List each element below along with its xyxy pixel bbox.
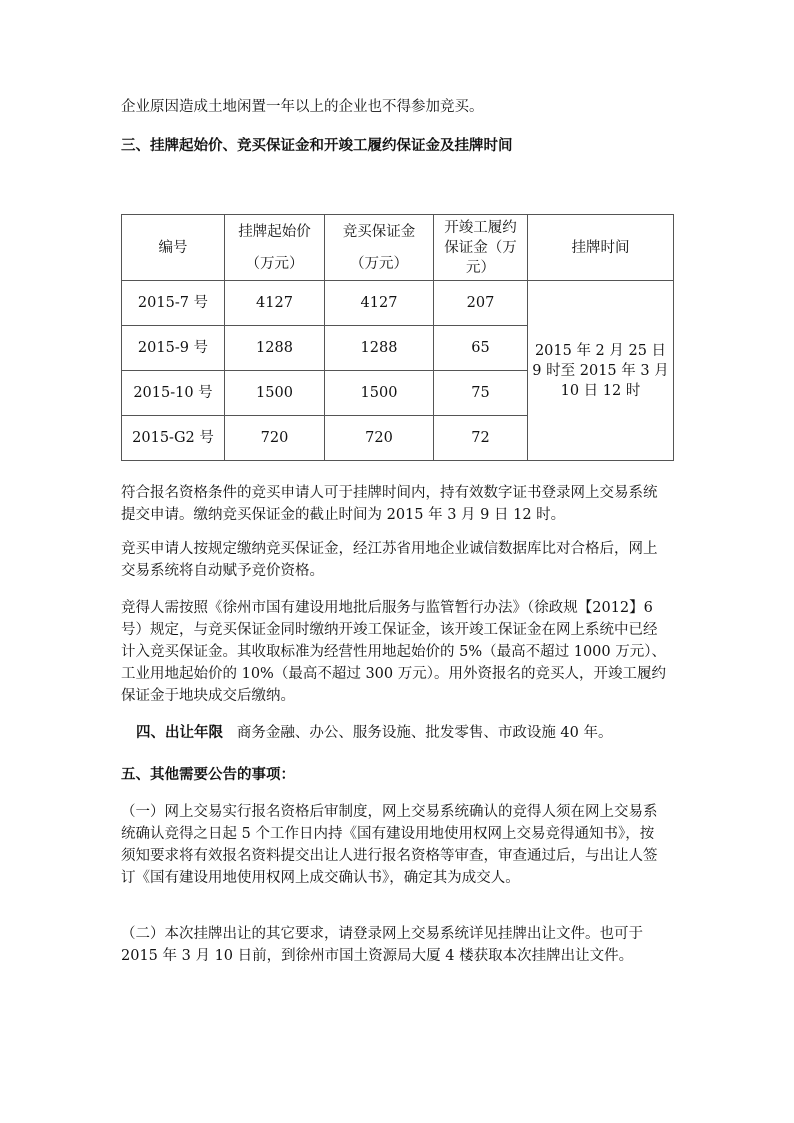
header-number: 编号 — [122, 215, 225, 281]
paragraph-qualification: 竞买申请人按规定缴纳竞买保证金，经江苏省用地企业诚信数据库比对合格后，网上交易系统将自动赋予竞价资格。 — [121, 541, 658, 579]
header-start-price — [225, 215, 325, 281]
header-deposit — [325, 215, 434, 281]
listing-table — [121, 214, 674, 461]
cell-start-price: 720 — [225, 416, 325, 461]
header-listing-time: 挂牌时间 — [528, 215, 674, 281]
cell-guarantee: 65 — [434, 326, 528, 371]
cell-number: 2015-7 号 — [122, 281, 225, 326]
table-header-row — [122, 215, 674, 281]
cell-listing-time: 2015 年 2 月 25 日 9 时至 2015 年 3 月 10 日 12 时 — [528, 281, 674, 461]
cell-number: 2015-9 号 — [122, 326, 225, 371]
intro-line: 企业原因造成土地闲置一年以上的企业也不得参加竞买。 — [121, 99, 484, 115]
cell-deposit: 1500 — [325, 371, 434, 416]
cell-start-price: 4127 — [225, 281, 325, 326]
header-deposit-label: 竞买保证金 — [342, 223, 416, 240]
cell-deposit: 720 — [325, 416, 434, 461]
cell-deposit: 4127 — [325, 281, 434, 326]
header-guarantee: 开竣工履约保证金（万元） — [434, 215, 528, 281]
cell-start-price: 1500 — [225, 371, 325, 416]
header-deposit-unit: （万元） — [350, 255, 408, 272]
header-start-price-unit: （万元） — [245, 255, 304, 272]
item-2: （二）本次挂牌出让的其它要求，请登录网上交易系统详见挂牌出让文件。也可于 2015 年 3 月 10 日前，到徐州市国土资源局大厦 4 楼获取本次挂牌出让文件。 — [121, 926, 643, 964]
section3-heading: 三、挂牌起始价、竞买保证金和开竣工履约保证金及挂牌时间 — [121, 137, 513, 154]
section5-heading: 五、其他需要公告的事项： — [121, 766, 295, 783]
cell-guarantee: 207 — [434, 281, 528, 326]
paragraph-registration: 符合报名资格条件的竞买申请人可于挂牌时间内，持有效数字证书登录网上交易系统提交申请。缴纳竞买保证金的截止时间为 2015 年 3 月 9 日 12 时。 — [121, 485, 658, 523]
section4-heading: 四、出让年限 — [136, 724, 223, 741]
cell-number: 2015-10 号 — [122, 371, 225, 416]
cell-start-price: 1288 — [225, 326, 325, 371]
section4-text: 商务金融、办公、服务设施、批发零售、市政设施 40 年。 — [236, 725, 613, 741]
cell-guarantee: 72 — [434, 416, 528, 461]
item-1: （一）网上交易实行报名资格后审制度，网上交易系统确认的竞得人须在网上交易系统确认竞得之日起 5 个工作日内持《国有建设用地使用权网上交易竞得通知书》，按须知要求将有效报名资料提交出让人进行报名资格等审查，审查通过后，与出让人签订《国有建设用地使用权网上成交确认书》，确定其为成交人。 — [121, 804, 658, 886]
cell-guarantee: 75 — [434, 371, 528, 416]
table-row — [122, 281, 674, 326]
cell-deposit: 1288 — [325, 326, 434, 371]
section4-line — [136, 722, 676, 744]
cell-number: 2015-G2 号 — [122, 416, 225, 461]
paragraph-guarantee: 竞得人需按照《徐州市国有建设用地批后服务与监管暂行办法》（徐政规【2012】6 号）规定，与竞买保证金同时缴纳开竣工保证金，该开竣工保证金在网上系统中已经计入竞买保证金。其收取标准为经营性用地起始价的 5%（最高不超过 1000 万元）、工业用地起始价的 10%（最高不超过 300 万元）。用外资报名的竞买人，开竣工履约保证金于地块成交后缴纳。 — [121, 600, 666, 704]
header-start-price-label: 挂牌起始价 — [238, 223, 311, 240]
